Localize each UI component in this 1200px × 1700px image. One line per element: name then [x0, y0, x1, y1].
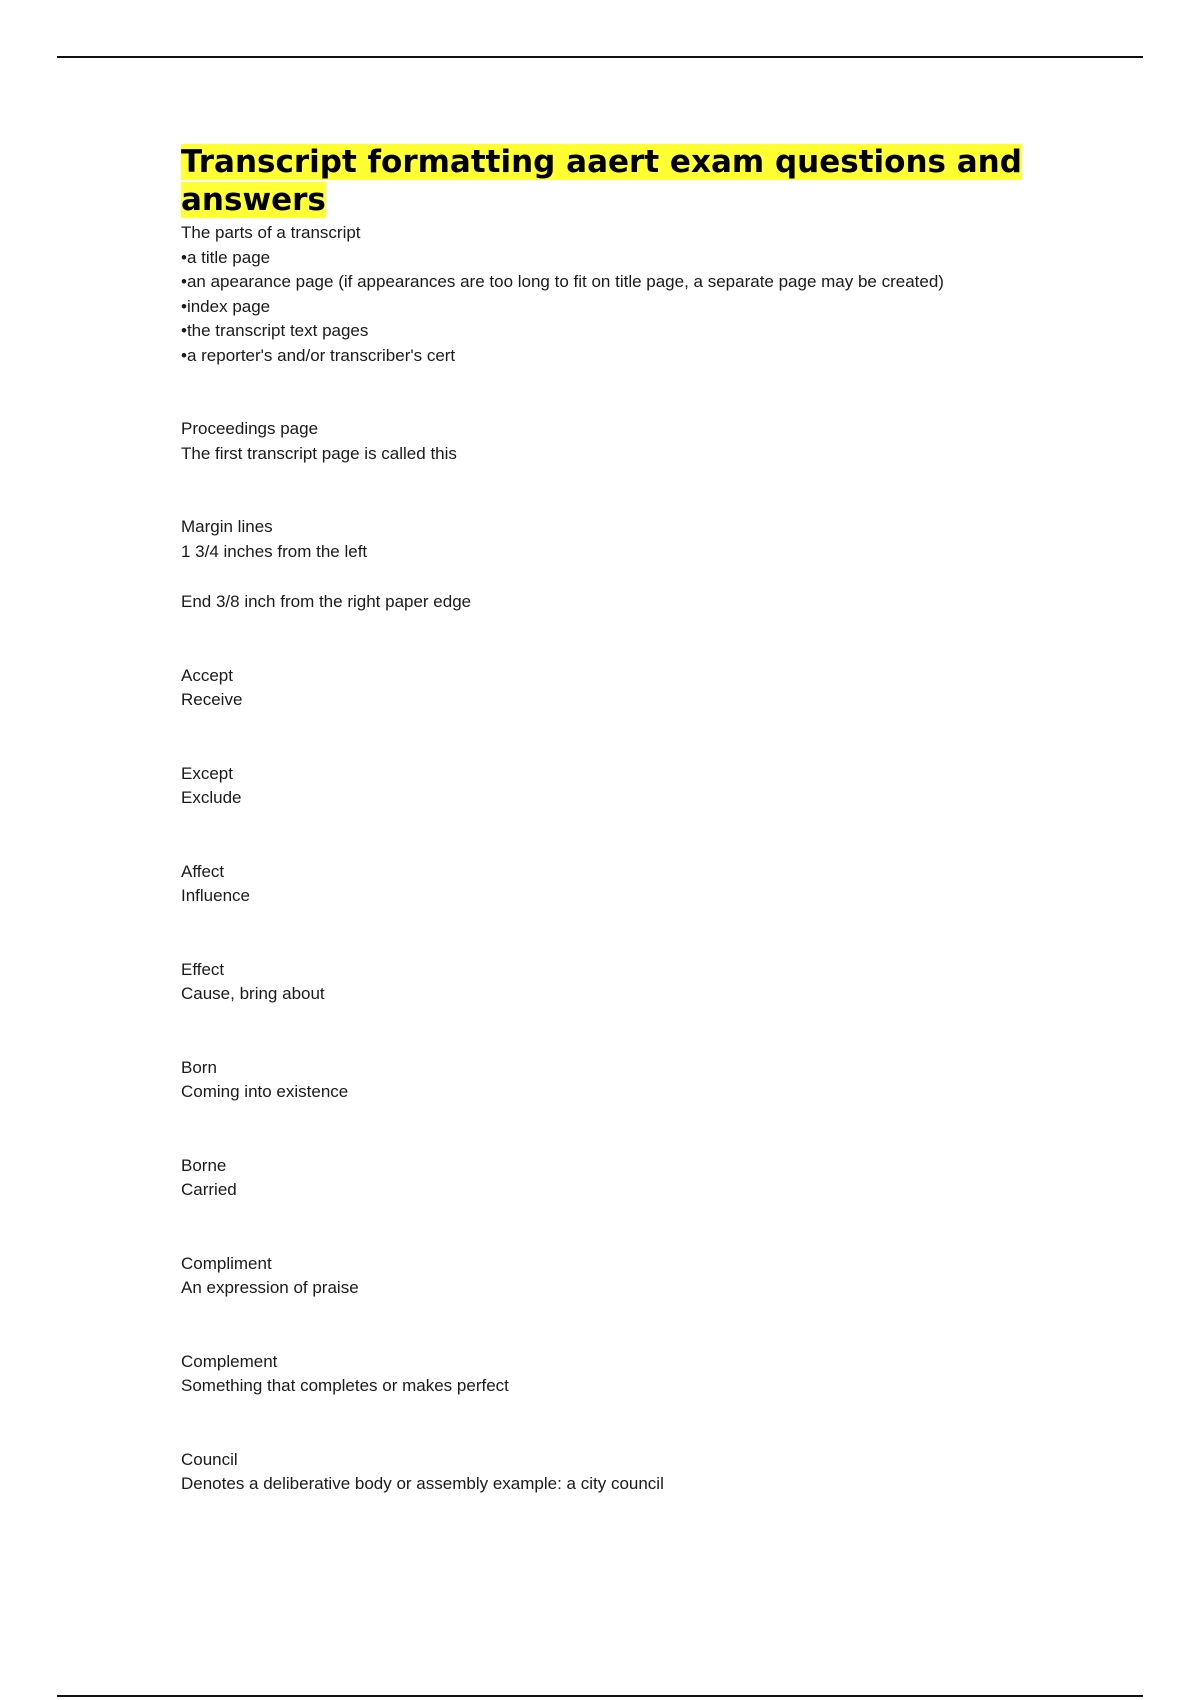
card-term: Effect — [181, 959, 225, 979]
card-definition: The first transcript page is called this — [181, 443, 457, 463]
card-term: Accept — [181, 665, 233, 685]
card-term: Margin lines — [181, 517, 273, 536]
intro-section — [181, 221, 1081, 368]
title-highlight: Transcript formatting aaert exam questions and answers — [181, 144, 1022, 218]
card-council — [181, 1448, 1081, 1497]
header-rule — [57, 56, 1143, 58]
card-definition: 1 3/4 inches from the left — [181, 541, 368, 561]
card-effect — [181, 958, 1081, 1007]
intro-heading: The parts of a transcript — [181, 223, 361, 242]
card-compliment — [181, 1252, 1081, 1301]
card-term: Proceedings page — [181, 419, 319, 438]
card-definition: Cause, bring about — [181, 984, 325, 1003]
intro-item: •a reporter's and/or transcriber's cert — [181, 345, 456, 365]
card-definition: Denotes a deliberative body or assembly example: a city council — [181, 1474, 664, 1493]
card-proceedings-page — [181, 417, 1081, 466]
card-definition-extra: End 3/8 inch from the right paper edge — [181, 592, 472, 611]
card-definition: Coming into existence — [181, 1082, 349, 1101]
card-accept — [181, 664, 1081, 713]
card-term: Born — [181, 1057, 217, 1077]
intro-item: •an apearance page (if appearances are too long to fit on title page, a separate page may be created) — [181, 272, 944, 291]
intro-item: •a title page — [181, 247, 271, 267]
card-complement — [181, 1350, 1081, 1399]
document-title — [181, 143, 1081, 219]
card-term: Borne — [181, 1155, 227, 1175]
card-definition: Receive — [181, 690, 243, 709]
document-body — [181, 143, 1081, 1497]
card-term: Council — [181, 1449, 238, 1469]
intro-item: •the transcript text pages — [181, 321, 369, 340]
card-margin-lines — [181, 515, 1081, 615]
card-definition: Something that completes or makes perfect — [181, 1376, 509, 1395]
card-definition: An expression of praise — [181, 1278, 359, 1297]
card-affect — [181, 860, 1081, 909]
card-born — [181, 1056, 1081, 1105]
card-definition: Carried — [181, 1180, 237, 1199]
card-definition: Exclude — [181, 788, 242, 807]
card-term: Affect — [181, 861, 225, 881]
card-except — [181, 762, 1081, 811]
intro-item: •index page — [181, 296, 271, 316]
card-borne — [181, 1154, 1081, 1203]
card-term: Complement — [181, 1351, 278, 1371]
card-definition: Influence — [181, 886, 250, 905]
footer-rule — [57, 1695, 1143, 1697]
card-term: Compliment — [181, 1253, 272, 1273]
card-term: Except — [181, 763, 233, 783]
